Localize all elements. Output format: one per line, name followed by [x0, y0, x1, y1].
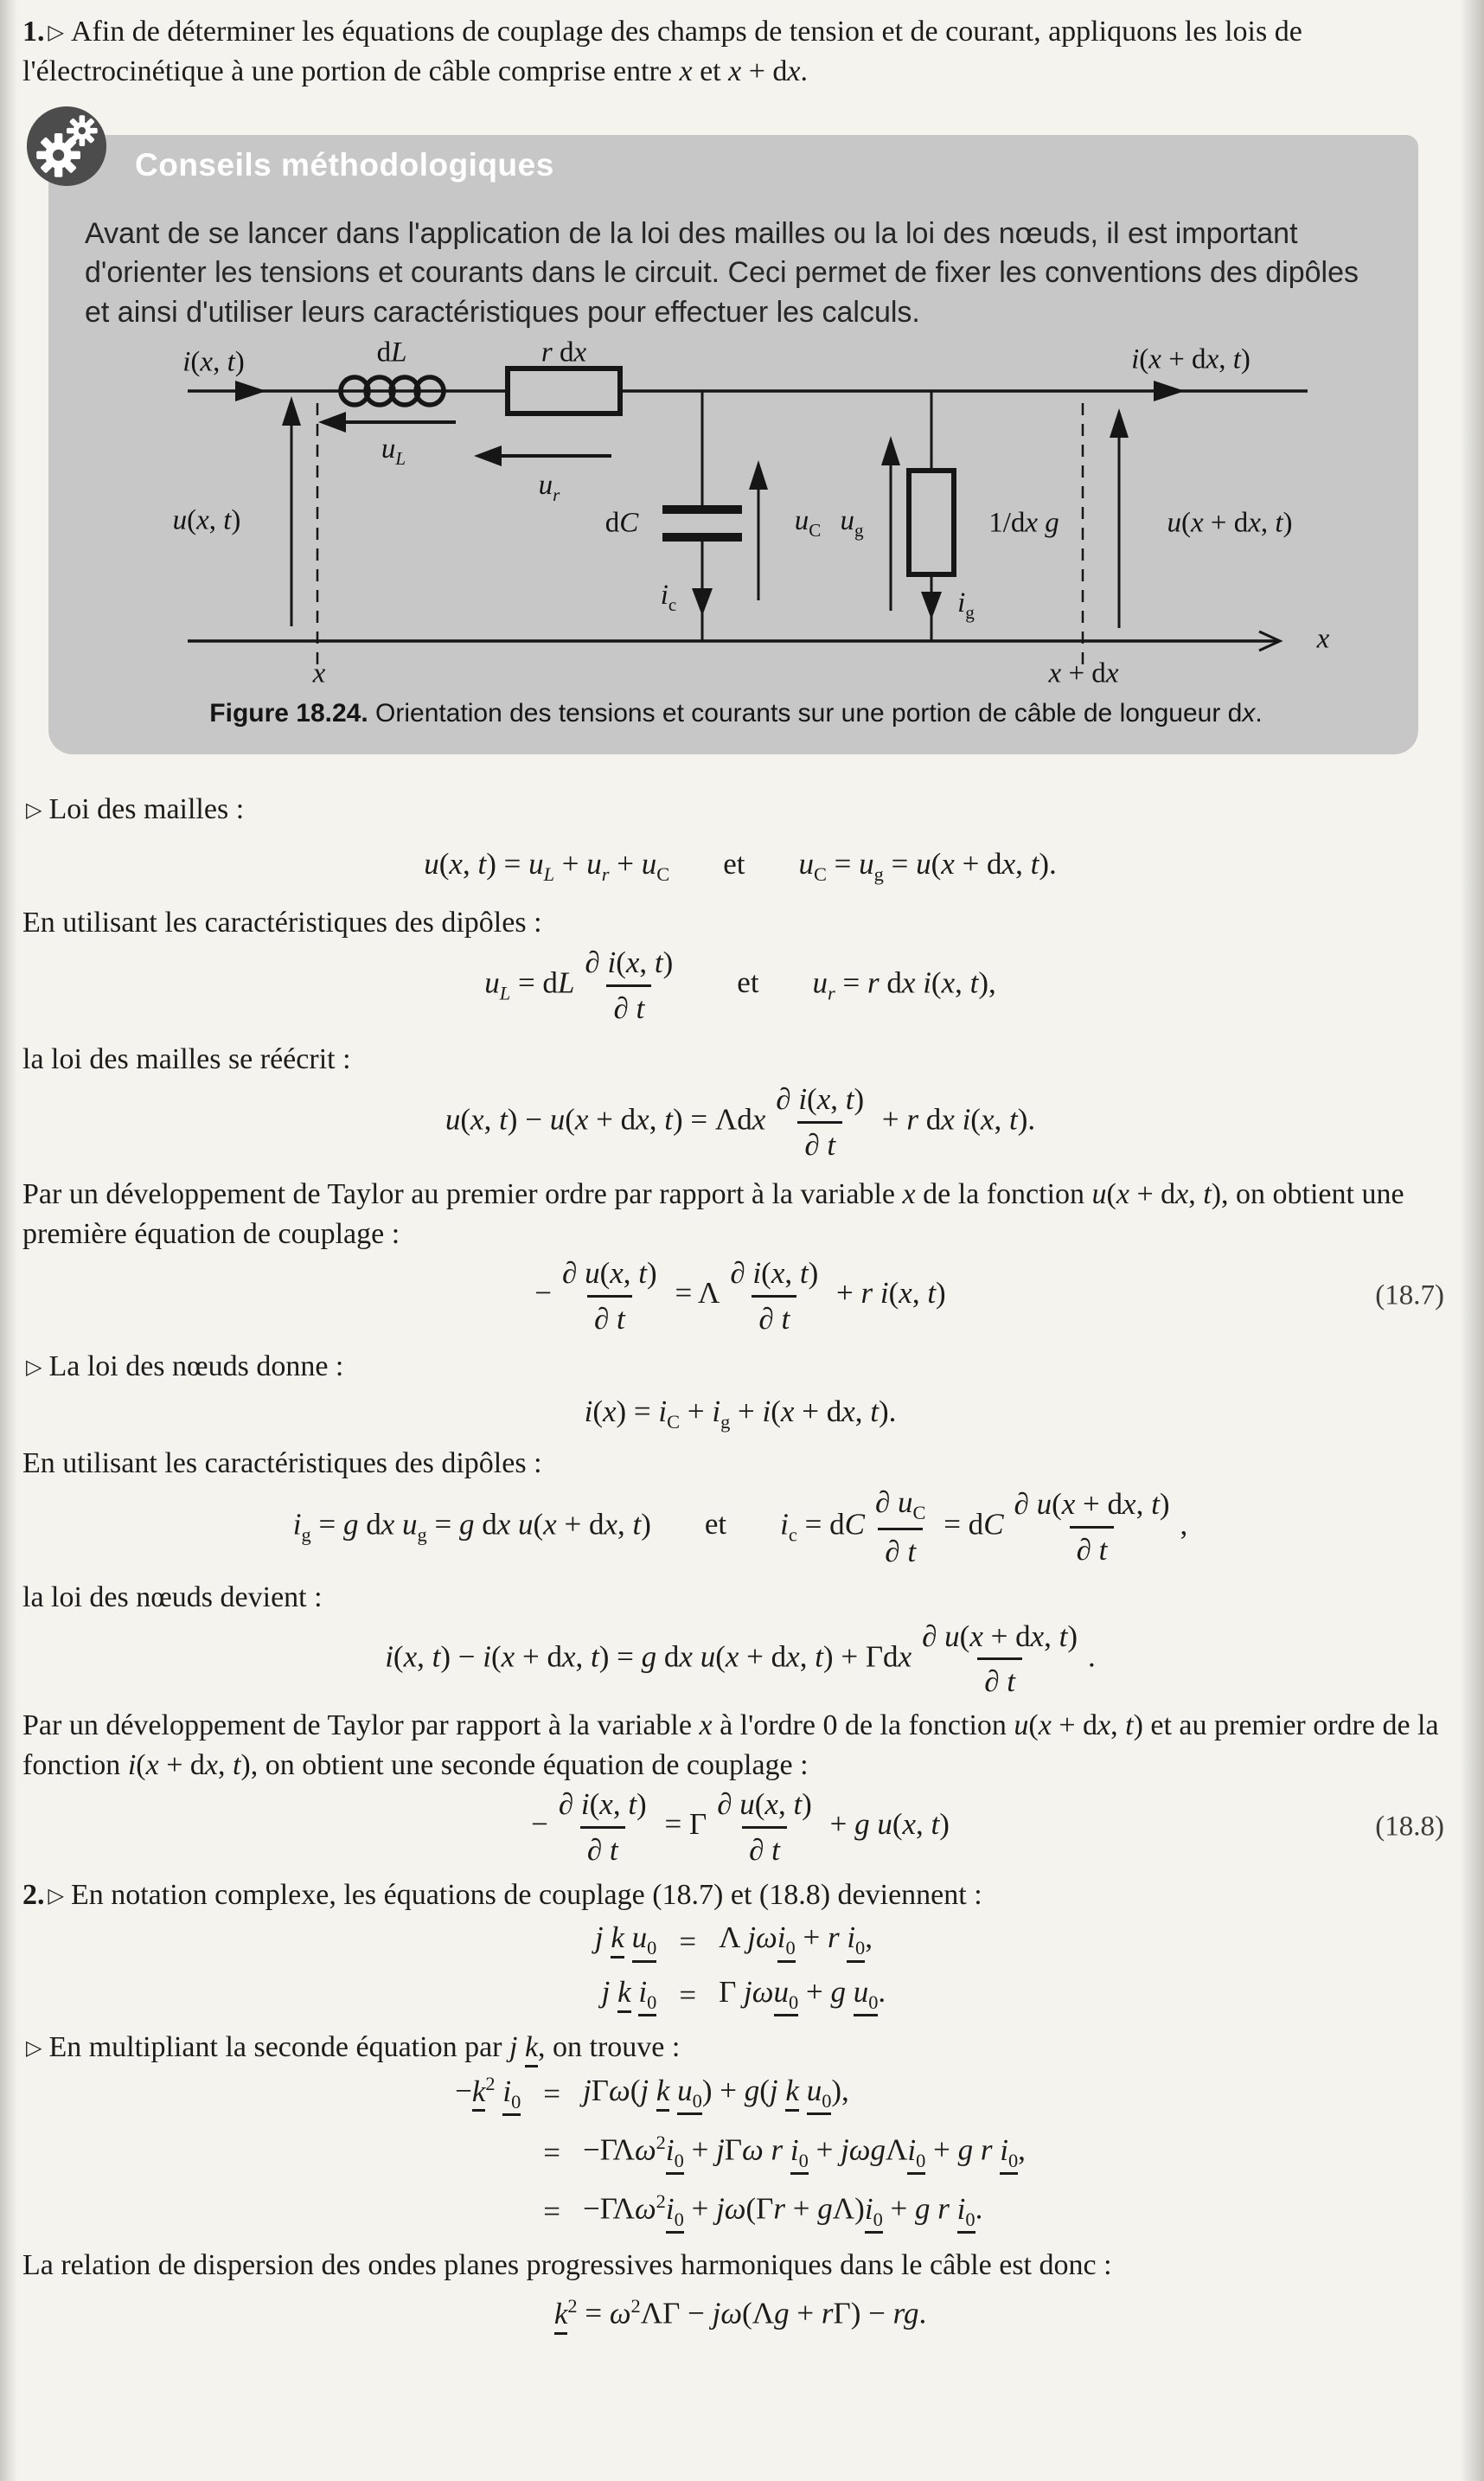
- triangle-bullet-icon: ▷: [26, 2037, 42, 2061]
- figure-caption-text: Orientation des tensions et courants sur une portion de câble de longueur dx.: [368, 699, 1263, 728]
- figure-caption-label: Figure 18.24.: [209, 699, 368, 728]
- equals-sign: =: [543, 2136, 561, 2170]
- label-1-dxg: 1/dx g: [988, 507, 1059, 539]
- heading-text: La loi des nœuds donne :: [48, 1350, 344, 1383]
- current-arrowhead-left: [235, 381, 266, 401]
- equals-sign: =: [543, 2195, 561, 2229]
- complex-eq1-rhs: Λ jωi$_0$ + r $i_0$,: [719, 1920, 873, 1963]
- uL-arrowhead: [318, 412, 346, 433]
- item2-text: En notation complexe, les équations de couplage (18.7) et (18.8) deviennent :: [70, 1879, 982, 1912]
- ug-arrowhead: [881, 436, 900, 465]
- heading-multiplication: [22, 2029, 1458, 2068]
- circuit-figure: [106, 337, 1368, 689]
- equals-sign: =: [679, 1978, 697, 2013]
- capacitor-plate-bottom: [662, 533, 742, 542]
- equation-18-7-body: − $\frac{\partial u(x, t)}{\partial t}$ = Λ $\frac{\partial i(x, t)}{\partial t}$ + r i(x, t): [534, 1276, 945, 1310]
- heading-text: Loi des mailles :: [48, 793, 245, 826]
- ur-arrowhead: [474, 446, 502, 466]
- triangle-bullet-icon: ▷: [48, 22, 64, 44]
- item2-paragraph: [22, 1875, 1458, 1915]
- equation-system-multiply: [22, 2073, 1458, 2234]
- label-dL: dL: [376, 337, 407, 369]
- triangle-bullet-icon: ▷: [48, 1885, 64, 1908]
- label-u-x-dx-t: u(x + dx, t): [1167, 507, 1293, 539]
- u-left-arrowhead: [282, 396, 301, 426]
- capacitor-plate-top: [662, 505, 742, 514]
- complex-eq2-lhs: j k $i_0$: [602, 1975, 657, 2017]
- item-number: 2.: [22, 1879, 45, 1912]
- conseils-methodologiques-box: [48, 135, 1418, 755]
- equation-dispersion: $k^2 = \omega^2\Lambda\Gamma - j\omega(\Lambda g + r\Gamma)$ − rg.: [22, 2294, 1458, 2334]
- label-ur: $u_r$: [538, 470, 560, 506]
- label-uC: $u_C$: [794, 505, 822, 542]
- complex-eq1-lhs: j k $u_0$: [595, 1920, 656, 1963]
- equals-sign: =: [679, 1924, 697, 1959]
- equation-number-18-8: (18.8): [1375, 1811, 1444, 1843]
- label-u-x-t: u(x, t): [172, 504, 241, 536]
- label-uL: $u_L$: [381, 433, 406, 470]
- intro-paragraph: [22, 12, 1458, 92]
- equation-loi-des-noeuds: $i(x) = i_C + i_g + i(x$ + dx, t).: [584, 1394, 897, 1433]
- heading-caracteristiques-dipoles-2: En utilisant les caractéristiques des dipôles :: [22, 1447, 542, 1480]
- equation-number-18-7: (18.7): [1375, 1279, 1444, 1311]
- current-arrowhead-right: [1154, 381, 1185, 401]
- paragraph-dispersion: La relation de dispersion des ondes planes progressives harmoniques dans le câble est donc :: [22, 2249, 1112, 2282]
- triangle-bullet-icon: ▷: [26, 799, 42, 823]
- heading-loi-des-mailles: [22, 791, 1458, 829]
- multiply-eq1-lhs: $-k^2$ $i_0$: [455, 2073, 521, 2116]
- label-i-x-dx-t: i(x + dx, t): [1131, 343, 1251, 375]
- label-x-dx-tick: x + dx: [1048, 657, 1119, 689]
- u-right-arrowhead: [1110, 408, 1129, 438]
- complex-eq2-rhs: Γ jωu$_0$ + g $u_0$.: [719, 1975, 886, 2017]
- multiply-eq3-rhs: $-\Gamma\Lambda\omega^2i_0 + j\omega(\Gamma r + g\Lambda)i_0 + g$ r $i_0$.: [583, 2190, 982, 2234]
- equation-18-7: [22, 1254, 1458, 1338]
- multiply-eq2-rhs: $-\Gamma\Lambda\omega^2i_0 + j\Gamma\omega$ r $i_0 + j\omega g\Lambda i_0 + g$ r $i_0$,: [583, 2132, 1026, 2175]
- ig-arrowhead: [921, 592, 942, 619]
- label-ic: $i_c$: [660, 580, 677, 616]
- equation-loi-noeuds-devient: i(x, t) − i(x + dx, t) = g dx u(x + dx, t) + Γdx $\frac{\partial u(x + dx, t)}{\partial t}$ .: [22, 1618, 1458, 1702]
- equation-caracteristiques-dipoles-1: $u_L$ = dL $\frac{\partial i(x, t)}{\partial t}$ et $u_r = r$ dx i(x, t),: [22, 944, 1458, 1028]
- ic-arrowhead: [692, 588, 713, 616]
- shunt-resistor-box: [909, 471, 954, 574]
- equation-loi-mailles-reecrite: u(x, t) − u(x + dx, t) = Λdx $\frac{\partial i(x, t)}{\partial t}$ + r dx i(x, t).: [22, 1080, 1458, 1164]
- label-r-dx: r dx: [541, 337, 587, 369]
- paragraph-taylor-1: Par un développement de Taylor au premier ordre par rapport à la variable x de la fonction u(x + dx, t), on obtient une première équation de couplage :: [22, 1177, 1404, 1250]
- item-number: 1.: [22, 16, 45, 48]
- label-ig: $i_g$: [957, 587, 975, 624]
- equation-loi-des-mailles: u(x, $t) = u_L + u_r + u_C$ et $u_C = u_g = u(x$ + dx, t).: [424, 846, 1057, 885]
- equation-18-8-body: − $\frac{\partial i(x, t)}{\partial t}$ = Γ $\frac{\partial u(x, t)}{\partial t}$ + g u(x, t): [531, 1807, 950, 1841]
- intro-text: Afin de déterminer les équations de couplage des champs de tension et de courant, appliquons les lois de l'électrocinétique à une portion de câble comprise entre x et x + dx.: [22, 16, 1302, 87]
- label-x-tick: x: [312, 657, 326, 689]
- figure-caption: [85, 699, 1387, 728]
- series-resistor-box: [508, 369, 620, 414]
- uC-arrowhead: [749, 460, 768, 490]
- label-x-axis: x: [1316, 623, 1330, 655]
- equation-18-8: [22, 1785, 1458, 1869]
- label-i-x-t: i(x, t): [182, 346, 245, 378]
- heading-loi-des-noeuds: [22, 1348, 1458, 1386]
- equals-sign: =: [543, 2077, 561, 2112]
- multiply-eq1-rhs: jΓω(j k $u_0) + g(j$ k $u_0$),: [583, 2074, 849, 2116]
- heading-caracteristiques-dipoles-1: En utilisant les caractéristiques des dipôles :: [22, 906, 542, 939]
- box-title: Conseils méthodologiques: [135, 146, 554, 183]
- paragraph-taylor-2: Par un développement de Taylor par rapport à la variable x à l'ordre 0 de la fonction u(x + dx, t) et au premier ordre de la fonction i(x + dx, t), on obtient une seconde équation de couplage :: [22, 1709, 1439, 1781]
- gears-icon: [26, 106, 107, 187]
- equation-caracteristiques-dipoles-2: $i_g = g$ dx $u_g = g$ dx u(x + dx, t) et $i_c$ = dC $\frac{\partial u_C}{\partial t}$ = dC $\frac{\partial u(x + dx, t)}{\partial t}$ ,: [22, 1484, 1458, 1571]
- box-body-text: Avant de se lancer dans l'application de la loi des mailles ou la loi des nœuds, il est important d'orienter les tensions et courants dans le circuit. Ceci permet de fixer les conventions des dipôles et ainsi d'utiliser leurs caractéristiques pour effectuer les calculs.: [85, 216, 1359, 329]
- heading-text: En multipliant la seconde équation par j k, on trouve :: [48, 2031, 680, 2063]
- triangle-bullet-icon: ▷: [26, 1356, 42, 1380]
- label-dC: dC: [604, 507, 639, 539]
- heading-loi-noeuds-devient: la loi des nœuds devient :: [22, 1581, 323, 1614]
- equation-system-complex: [22, 1920, 1458, 2016]
- label-ug: $u_g$: [840, 505, 864, 542]
- heading-loi-mailles-reecrit: la loi des mailles se réécrit :: [22, 1043, 351, 1076]
